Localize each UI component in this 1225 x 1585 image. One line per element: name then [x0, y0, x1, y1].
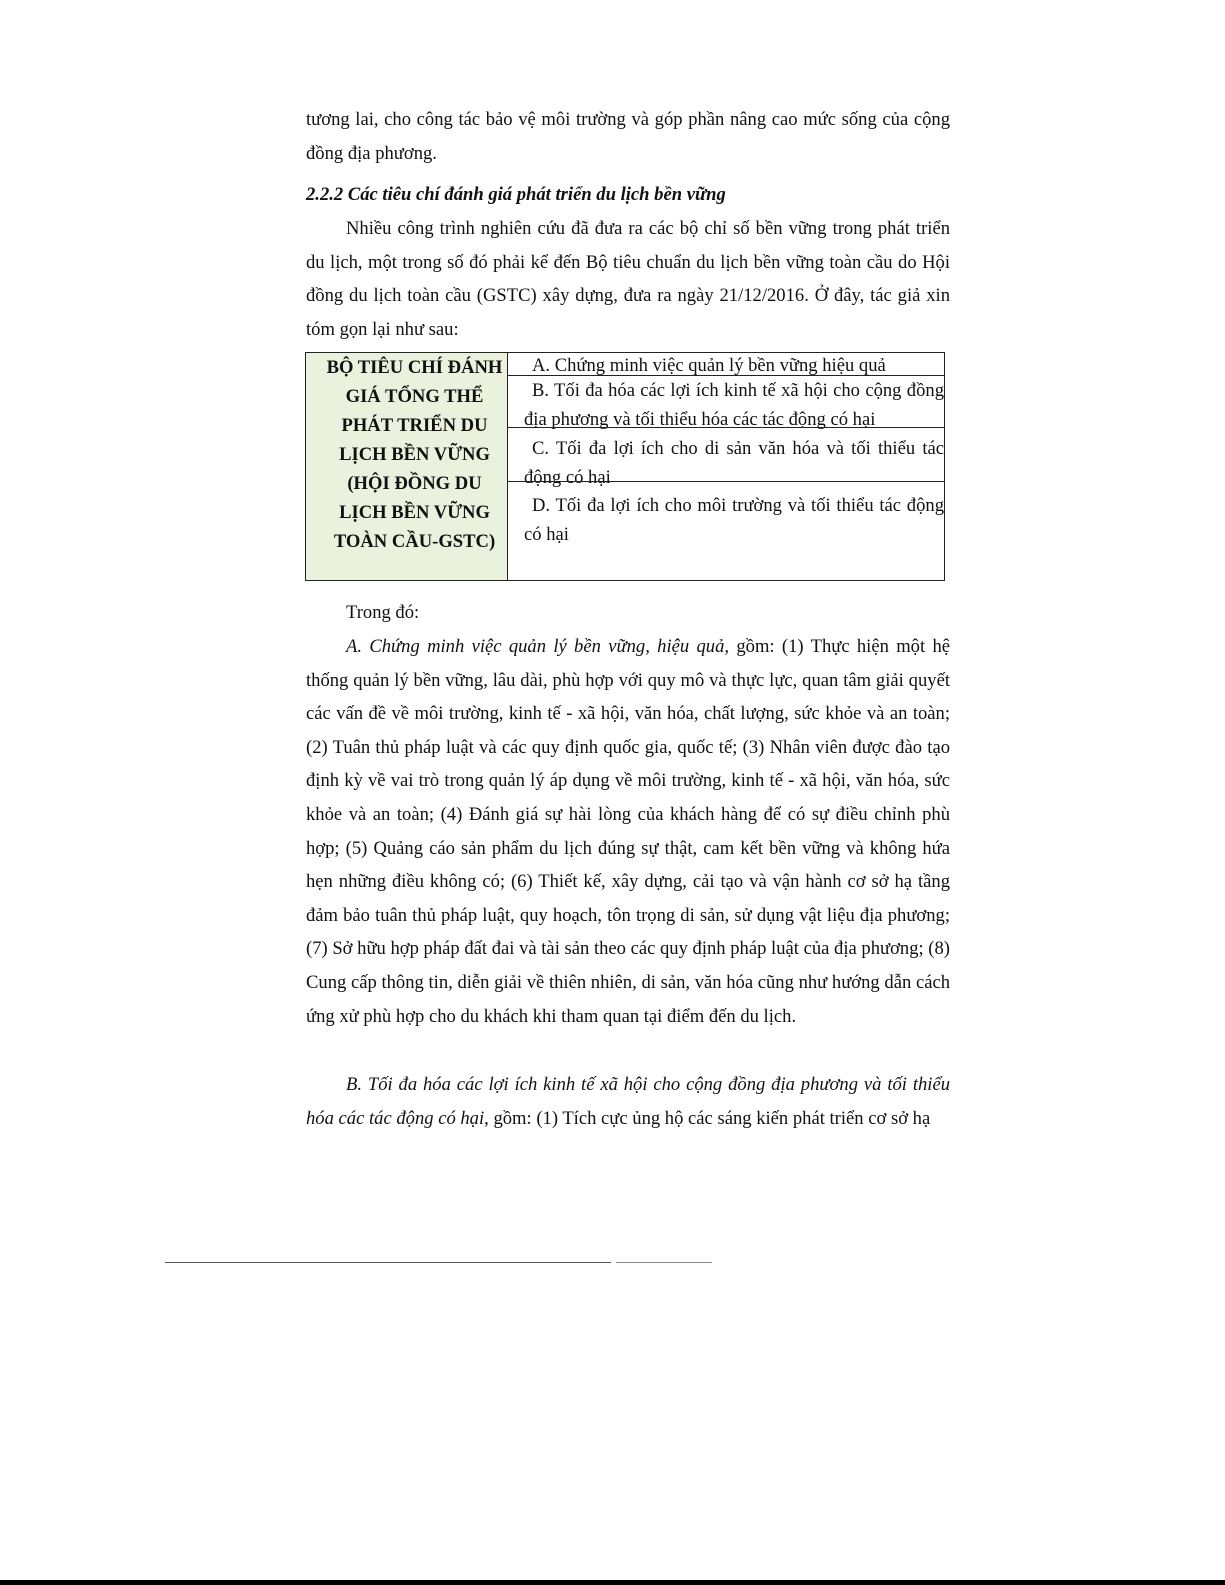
criterion-b-text: B. Tối đa hóa các lợi ích kinh tế xã hội cho cộng đồng địa phương và tối thiểu hóa các tác động có hại — [524, 380, 944, 430]
paragraph-b-body: , gồm: (1) Tích cực ủng hộ các sáng kiến phát triển cơ sở hạ — [484, 1107, 931, 1129]
paragraph-a — [306, 630, 950, 1033]
footnote-separator-faint — [616, 1262, 712, 1263]
criterion-b — [508, 376, 944, 434]
gstc-criteria-list — [508, 353, 944, 580]
criterion-c — [508, 434, 944, 492]
footnote-separator — [165, 1262, 611, 1263]
paragraph-b — [306, 1068, 950, 1135]
paragraph-b-lead: B. Tối đa hóa các lợi ích kinh tế xã hội cho cộng đồng địa phương và tối thiểu hóa các tác động có hại — [306, 1074, 950, 1129]
intro-paragraph: tương lai, cho công tác bảo vệ môi trường và góp phần nâng cao mức sống của cộng đồng địa phương. — [306, 109, 950, 164]
trong-do-label: Trong đó: — [346, 602, 420, 623]
table-divider — [508, 427, 944, 428]
criterion-a-text: A. Chứng minh việc quản lý bền vững hiệu quả — [532, 355, 886, 376]
criterion-d-text: D. Tối đa lợi ích cho môi trường và tối thiểu tác động có hại — [524, 495, 944, 545]
section-heading: 2.2.2 Các tiêu chí đánh giá phát triển du lịch bền vững — [306, 184, 726, 205]
gstc-criteria-table — [305, 352, 945, 581]
section-paragraph: Nhiều công trình nghiên cứu đã đưa ra các bộ chỉ số bền vững trong phát triển du lịch, một trong số đó phải kể đến Bộ tiêu chuẩn du lịch bền vững toàn cầu do Hội đồng du lịch toàn cầu (GSTC) xây dựng, đưa ra ngày 21/12/2016. Ở đây, tác giả xin tóm gọn lại như sau: — [306, 218, 950, 340]
table-divider — [508, 481, 944, 482]
criterion-d — [508, 491, 944, 549]
criterion-c-text: C. Tối đa lợi ích cho di sản văn hóa và tối thiểu tác động có hại — [524, 438, 944, 488]
page-bottom-edge — [0, 1580, 1225, 1585]
paragraph-a-body: gồm: (1) Thực hiện một hệ thống quản lý bền vững, lâu dài, phù hợp với quy mô và thực lực, quan tâm giải quyết các vấn đề về môi trường, kinh tế - xã hội, văn hóa, chất lượng, sức khỏe và an toàn; (2) Tuân thủ pháp luật và các quy định quốc gia, quốc tế; (3) Nhân viên được đào tạo định kỳ về vai trò trong quản lý áp dụng về môi trường, kinh tế - xã hội, văn hóa, sức khỏe và an toàn; (4) Đánh giá sự hài lòng của khách hàng để có sự điều chỉnh phù hợp; (5) Quảng cáo sản phẩm du lịch đúng sự thật, cam kết bền vững và không hứa hẹn những điều không có; (6) Thiết kế, xây dựng, cải tạo và vận hành cơ sở hạ tầng đảm bảo tuân thủ pháp luật, quy hoạch, tôn trọng di sản, sử dụng vật liệu địa phương; (7) Sở hữu hợp pháp đất đai và tài sản theo các quy định pháp luật của địa phương; (8) Cung cấp thông tin, diễn giải về thiên nhiên, di sản, văn hóa cũng như hướng dẫn cách ứng xử phù hợp cho du khách khi tham quan tại điểm đến du lịch. — [306, 636, 951, 1027]
gstc-table-title: BỘ TIÊU CHÍ ĐÁNH GIÁ TỔNG THỂ PHÁT TRIỂN DU LỊCH BỀN VỮNG (HỘI ĐỒNG DU LỊCH BỀN VỮNG TOÀN CẦU-GSTC) — [306, 353, 508, 580]
paragraph-a-lead: A. Chứng minh việc quản lý bền vững, hiệu quả, — [346, 636, 730, 657]
